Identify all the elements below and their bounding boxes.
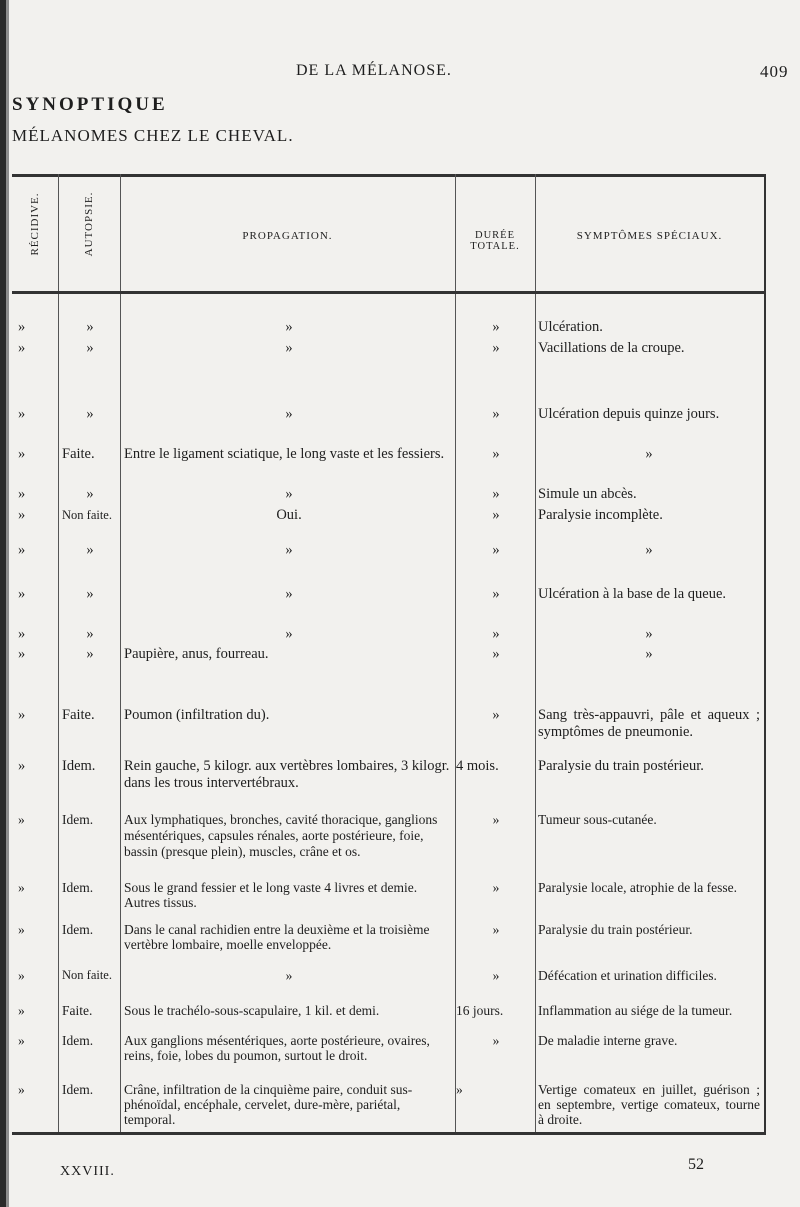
cell-propagation: Sous le grand fessier et le long vaste 4 livres et demie. Autres tissus.	[124, 880, 418, 910]
cell-recidive: »	[18, 446, 26, 462]
page-number: 409	[760, 62, 789, 81]
cell-autopsie: Idem.	[62, 1033, 94, 1048]
cell-symptomes: Ulcération.	[538, 319, 603, 335]
cell-propagation: Poumon (infiltration du).	[124, 707, 270, 723]
cell-duree: »	[492, 586, 500, 602]
cell-recidive: »	[18, 507, 26, 523]
cell-autopsie: Idem.	[62, 880, 94, 895]
signature-mark: XXVIII.	[60, 1164, 115, 1179]
cell-symptomes: Tumeur sous-cutanée.	[538, 812, 657, 827]
cell-recidive: »	[18, 707, 26, 723]
cell-duree: »	[492, 446, 500, 462]
cell-symptomes: De maladie interne grave.	[538, 1033, 678, 1048]
column-divider	[455, 174, 456, 1132]
cell-symptomes: »	[645, 446, 653, 462]
cell-autopsie: Non faite.	[62, 508, 112, 522]
scan-edge-shadow	[6, 0, 9, 1207]
cell-propagation: Crâne, infiltration de la cinquième paire, conduit sus-phénoïdal, encéphale, cervelet, dure-mère, pariétal, temporal.	[124, 1082, 413, 1127]
cell-autopsie: Non faite.	[62, 968, 112, 982]
cell-symptomes: Ulcération à la base de la queue.	[538, 586, 727, 602]
header-recidive: RÉCIDIVE.	[29, 192, 41, 256]
cell-duree: »	[492, 707, 500, 723]
cell-autopsie: Idem.	[62, 758, 96, 774]
cell-propagation: Sous le trachélo-sous-scapulaire, 1 kil. et demi.	[124, 1003, 380, 1018]
running-title: DE LA MÉLANOSE.	[296, 62, 452, 79]
cell-duree: 16 jours.	[456, 1003, 504, 1018]
cell-recidive: »	[18, 586, 26, 602]
cell-symptomes: Paralysie incomplète.	[538, 507, 663, 523]
cell-recidive: »	[18, 1033, 25, 1048]
cell-propagation: Oui.	[276, 507, 302, 523]
cell-autopsie: Faite.	[62, 1003, 93, 1018]
column-divider	[120, 174, 121, 1132]
cell-duree: 4 mois.	[456, 758, 499, 774]
cell-propagation: Entre le ligament sciatique, le long vaste et les fessiers.	[124, 446, 445, 462]
cell-symptomes: Ulcération depuis quinze jours.	[538, 406, 720, 422]
cell-recidive: »	[18, 626, 26, 642]
cell-recidive: »	[18, 922, 25, 937]
header-propagation: PROPAGATION.	[242, 230, 333, 242]
header-separator	[12, 291, 766, 294]
cell-propagation: »	[285, 340, 293, 356]
cell-recidive: »	[18, 646, 26, 662]
column-divider	[535, 174, 536, 1132]
cell-autopsie: Idem.	[62, 812, 94, 827]
cell-autopsie: »	[86, 626, 94, 642]
header-autopsie: AUTOPSIE.	[83, 191, 95, 257]
cell-symptomes: Simule un abcès.	[538, 486, 637, 502]
cell-recidive: »	[18, 1082, 25, 1097]
cell-autopsie: Faite.	[62, 707, 95, 723]
cell-propagation: »	[285, 486, 293, 502]
column-divider	[58, 174, 59, 1132]
header-symptomes: SYMPTÔMES SPÉCIAUX.	[576, 230, 723, 242]
cell-symptomes: Paralysie du train postérieur.	[538, 922, 693, 937]
cell-duree: »	[492, 340, 500, 356]
cell-autopsie: Faite.	[62, 446, 95, 462]
cell-propagation: »	[285, 406, 293, 422]
cell-autopsie: Idem.	[62, 922, 94, 937]
cell-duree: »	[492, 968, 500, 983]
cell-duree: »	[492, 1033, 500, 1048]
cell-propagation: Aux ganglions mésentériques, aorte postérieure, ovaires, reins, foie, lobes du poumon, surtout le droit.	[124, 1033, 430, 1063]
cell-recidive: »	[18, 486, 26, 502]
cell-recidive: »	[18, 542, 26, 558]
cell-symptomes: »	[645, 646, 653, 662]
cell-propagation: Rein gauche, 5 kilogr. aux vertèbres lombaires, 3 kilogr. dans les trous intervertébraux.	[124, 758, 450, 791]
cell-autopsie: »	[86, 319, 94, 335]
cell-duree: »	[492, 406, 500, 422]
cell-propagation: »	[285, 968, 293, 983]
cell-recidive: »	[18, 758, 26, 774]
cell-symptomes: »	[645, 542, 653, 558]
cell-symptomes: Paralysie locale, atrophie de la fesse.	[538, 880, 738, 895]
cell-recidive: »	[18, 812, 25, 827]
cell-autopsie: Idem.	[62, 1082, 94, 1097]
cell-recidive: »	[18, 1003, 25, 1018]
cell-symptomes: Vacillations de la croupe.	[538, 340, 685, 356]
cell-autopsie: »	[86, 340, 94, 356]
cell-duree: »	[492, 646, 500, 662]
cell-duree: »	[456, 1082, 463, 1097]
cell-recidive: »	[18, 406, 26, 422]
cell-propagation: Paupière, anus, fourreau.	[124, 646, 269, 662]
cell-duree: »	[492, 626, 500, 642]
sheet-number: 52	[688, 1156, 704, 1173]
cell-duree: »	[492, 812, 500, 827]
cell-duree: »	[492, 319, 500, 335]
cell-autopsie: »	[86, 586, 94, 602]
title-synoptique: SYNOPTIQUE	[12, 94, 168, 115]
cell-duree: »	[492, 507, 500, 523]
header-duree: DURÉE TOTALE.	[470, 230, 520, 252]
cell-symptomes: Paralysie du train postérieur.	[538, 758, 704, 774]
cell-symptomes: »	[645, 626, 653, 642]
cell-propagation: »	[285, 319, 293, 335]
cell-recidive: »	[18, 319, 26, 335]
cell-duree: »	[492, 486, 500, 502]
cell-duree: »	[492, 922, 500, 937]
cell-recidive: »	[18, 880, 25, 895]
cell-propagation: Dans le canal rachidien entre la deuxième et la troisième vertèbre lombaire, moelle enveloppée.	[124, 922, 430, 952]
cell-autopsie: »	[86, 486, 94, 502]
cell-symptomes: Inflammation au siége de la tumeur.	[538, 1003, 733, 1018]
cell-duree: »	[492, 880, 500, 895]
cell-symptomes: Vertige comateux en juillet, guérison ; en septembre, vertige comateux, tourne à droite.	[538, 1082, 760, 1127]
cell-recidive: »	[18, 968, 25, 983]
cell-symptomes: Défécation et urination difficiles.	[538, 968, 717, 983]
cell-propagation: Aux lymphatiques, bronches, cavité thoracique, ganglions mésentériques, capsules rénales, aorte postérieure, foie, bassin (presque plein), muscles, crâne et os.	[124, 812, 438, 859]
table-title: MÉLANOMES CHEZ LE CHEVAL.	[12, 126, 294, 145]
cell-recidive: »	[18, 340, 26, 356]
cell-propagation: »	[285, 586, 293, 602]
cell-propagation: »	[285, 626, 293, 642]
cell-symptomes: Sang très-appauvri, pâle et aqueux ; symptômes de pneumonie.	[538, 707, 760, 740]
cell-autopsie: »	[86, 646, 94, 662]
cell-propagation: »	[285, 542, 293, 558]
cell-duree: »	[492, 542, 500, 558]
cell-autopsie: »	[86, 542, 94, 558]
cell-autopsie: »	[86, 406, 94, 422]
